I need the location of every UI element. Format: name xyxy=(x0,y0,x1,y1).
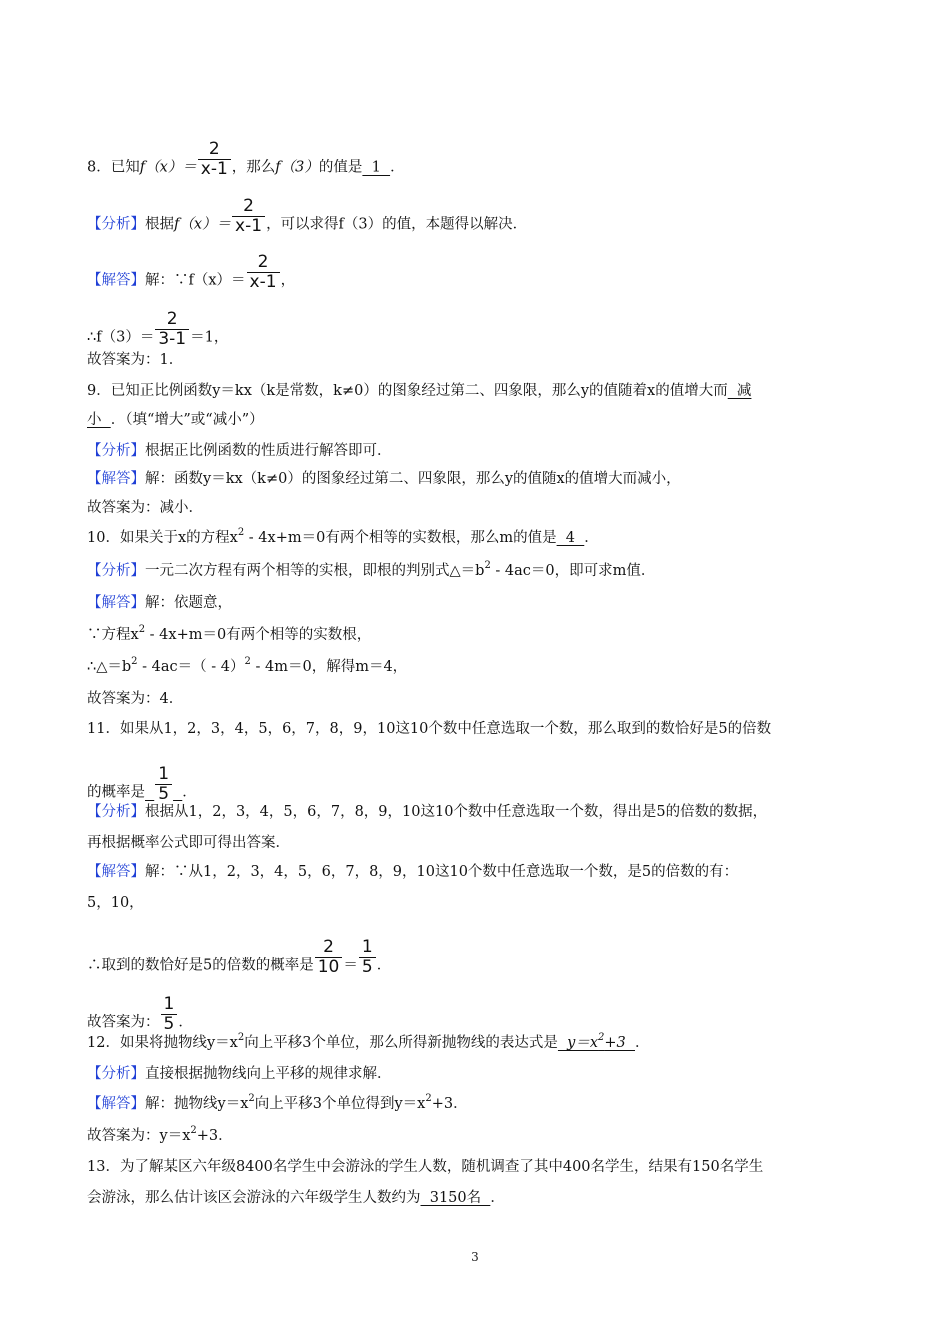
q10-text: ． xyxy=(584,530,599,546)
q10-answer-blank: 4 xyxy=(556,530,585,546)
q8-text: ，那么 xyxy=(231,159,276,176)
q11-final-text: ． xyxy=(178,1014,193,1031)
q8-step-fraction xyxy=(155,310,189,349)
q8-answer-blank: 1 xyxy=(362,159,391,176)
analysis-tag: 【分析】 xyxy=(87,804,145,820)
q9-solution-text: 解：函数y＝kx（k≠0）的图象经过第二、四象限，那么y的值随x的值增大而减小， xyxy=(145,471,681,487)
q8-f3: f（3） xyxy=(275,159,319,176)
analysis-tag: 【分析】 xyxy=(87,563,145,579)
fraction-numerator: 1 xyxy=(155,765,172,785)
q12-final-text: +3． xyxy=(196,1128,233,1144)
q8-fx: f（x）＝ xyxy=(139,159,197,176)
q13-text: ． xyxy=(490,1190,505,1206)
q13-question: 13．为了解某区六年级8400名学生中会游泳的学生人数，随机调查了其中400名学生，结果有150名学生 xyxy=(87,1159,764,1175)
q11-step-fraction-2 xyxy=(359,938,376,977)
q10-text: 10．如果关于x的方程x xyxy=(87,530,238,546)
q10-step2 xyxy=(87,657,407,677)
superscript: 2 xyxy=(248,1093,255,1104)
q12-final xyxy=(87,1126,233,1146)
q10-step1 xyxy=(87,625,371,645)
q8-fraction xyxy=(232,197,265,236)
q10-step-text: ∴△＝b xyxy=(87,659,132,675)
q11-solution xyxy=(87,862,738,882)
q8-solution xyxy=(87,252,296,300)
q9-final: 故答案为：减小． xyxy=(87,500,203,516)
q12-analysis xyxy=(87,1064,392,1084)
fraction-numerator: 2 xyxy=(232,197,265,217)
q11-solution-cont: 5，10， xyxy=(87,895,144,911)
q8-analysis-text: 根据 xyxy=(145,216,174,233)
q11-step-text: ∴取到的数恰好是5的倍数的概率是 xyxy=(87,957,314,974)
analysis-tag: 【分析】 xyxy=(87,216,145,233)
q11-final-fraction xyxy=(161,995,178,1034)
q10-analysis-text: 一元二次方程有两个相等的实根，即根的判别式△＝b xyxy=(145,563,485,579)
q11-answer-fraction xyxy=(155,765,172,804)
q10-analysis-text: - 4ac＝0，即可求m值． xyxy=(490,563,656,579)
q11-analysis xyxy=(87,802,767,822)
q8-fx: f（x）＝ xyxy=(174,216,232,233)
fraction-denominator: 3-1 xyxy=(158,329,187,349)
fraction-numerator: 2 xyxy=(155,310,189,330)
q12-solution-text: 向上平移3个单位得到y＝x xyxy=(254,1096,426,1112)
q8-analysis xyxy=(87,196,528,244)
q11-answer-blank xyxy=(145,785,154,801)
superscript: 2 xyxy=(190,1125,197,1136)
fraction-numerator: 1 xyxy=(359,938,376,958)
q8-text: ． xyxy=(390,159,405,176)
analysis-tag: 【分析】 xyxy=(87,1066,145,1082)
q9-question xyxy=(87,381,751,401)
fraction-numerator: 2 xyxy=(247,253,280,273)
fraction-denominator: x-1 xyxy=(200,159,228,179)
solution-tag: 【解答】 xyxy=(87,272,145,289)
q12-answer-text: +3 xyxy=(604,1035,635,1051)
analysis-tag: 【分析】 xyxy=(87,443,145,459)
superscript: 2 xyxy=(237,1032,245,1043)
q10-final: 故答案为：4． xyxy=(87,691,184,707)
q12-text: 12．如果将抛物线y＝x xyxy=(87,1035,238,1051)
q12-text: 向上平移3个单位，那么所得新抛物线的表达式是 xyxy=(244,1035,558,1051)
q11-text: 的概率是 xyxy=(87,784,145,801)
fraction-denominator: 5 xyxy=(158,784,170,804)
q11-text: ． xyxy=(182,784,197,801)
q9-answer-blank: 减 xyxy=(727,383,752,399)
q12-final-text: 故答案为：y＝x xyxy=(87,1128,191,1144)
q8-step-text: ＝1， xyxy=(190,329,229,346)
q10-text: - 4x+m＝0有两个相等的实数根，那么m的值是 xyxy=(244,530,557,546)
superscript: 2 xyxy=(237,527,245,538)
q9-text: 9．已知正比例函数y＝kx（k是常数，k≠0）的图象经过第二、四象限，那么y的值随着x的值增大而 xyxy=(87,383,728,399)
q13-text: 会游泳，那么估计该区会游泳的六年级学生人数约为 xyxy=(87,1190,421,1206)
q9-text: ．（填“增大”或“减小”） xyxy=(110,412,264,428)
q12-solution xyxy=(87,1094,468,1114)
fraction-numerator: 2 xyxy=(315,938,343,958)
superscript: 2 xyxy=(598,1032,605,1043)
q8-analysis-text: ，可以求得f（3）的值，本题得以解决． xyxy=(266,216,528,233)
q11-analysis-text: 根据从1，2，3，4，5，6，7，8，9，10这10个数中任意选取一个数，得出是5的倍数的数据， xyxy=(145,804,768,820)
q9-answer-blank: 小 xyxy=(87,412,111,428)
q12-answer-text: y＝x xyxy=(557,1035,599,1051)
fraction-denominator: 5 xyxy=(361,957,373,977)
q8-text: 8．已知 xyxy=(87,159,140,176)
q9-analysis xyxy=(87,441,392,461)
q10-question xyxy=(87,528,599,548)
q12-answer-blank xyxy=(557,1032,635,1051)
q11-answer-blank xyxy=(173,785,182,801)
fraction-denominator: x-1 xyxy=(249,272,277,292)
q10-solution-text: 解：依题意， xyxy=(145,595,232,611)
fraction-denominator: 10 xyxy=(317,957,340,977)
q12-solution-text: +3． xyxy=(431,1096,468,1112)
superscript: 2 xyxy=(484,560,491,571)
q13-answer-blank: 3150名 xyxy=(420,1190,491,1206)
superscript: 2 xyxy=(131,656,138,667)
solution-tag: 【解答】 xyxy=(87,864,145,880)
q11-step-text: ． xyxy=(376,957,392,974)
q13-question-cont xyxy=(87,1188,505,1208)
q8-fraction xyxy=(247,253,280,292)
superscript: 2 xyxy=(244,656,251,667)
q8-solution-text: ， xyxy=(280,272,296,289)
q8-step-text: ∴f（3）＝ xyxy=(87,329,155,346)
q11-final-text: 故答案为： xyxy=(87,1014,160,1031)
fraction-numerator: 1 xyxy=(161,995,178,1015)
solution-tag: 【解答】 xyxy=(87,595,145,611)
q8-text: 的值是 xyxy=(318,159,363,176)
q12-solution-text: 解：抛物线y＝x xyxy=(145,1096,249,1112)
q11-step-text: ＝ xyxy=(343,957,358,974)
q8-final: 故答案为：1． xyxy=(87,352,184,368)
q10-step-text: ∵方程x xyxy=(87,627,139,643)
q9-solution xyxy=(87,469,681,489)
q11-step xyxy=(87,937,392,985)
fraction-numerator: 2 xyxy=(198,140,231,160)
q11-solution-text: 解：∵从1，2，3，4，5，6，7，8，9，10这10个数中任意选取一个数，是5的倍数的有： xyxy=(145,864,739,880)
q12-question xyxy=(87,1033,650,1053)
q8-question xyxy=(87,139,405,187)
q10-step-text: - 4ac＝（ - 4） xyxy=(137,659,245,675)
page-number: 3 xyxy=(471,1250,479,1264)
fraction-denominator: 5 xyxy=(163,1014,175,1034)
solution-tag: 【解答】 xyxy=(87,471,145,487)
q10-step-text: - 4x+m＝0有两个相等的实数根， xyxy=(145,627,372,643)
superscript: 2 xyxy=(425,1093,432,1104)
q11-analysis-cont: 再根据概率公式即可得出答案． xyxy=(87,835,290,851)
q12-text: ． xyxy=(635,1035,650,1051)
q8-solution-text: 解：∵f（x）＝ xyxy=(145,272,246,289)
q9-question-cont xyxy=(87,410,264,430)
superscript: 2 xyxy=(138,624,146,635)
q10-solution xyxy=(87,593,232,613)
fraction-denominator: x-1 xyxy=(235,216,263,236)
solution-tag: 【解答】 xyxy=(87,1096,145,1112)
q8-fraction xyxy=(198,140,231,179)
q12-analysis-text: 直接根据抛物线向上平移的规律求解． xyxy=(145,1066,392,1082)
q9-analysis-text: 根据正比例函数的性质进行解答即可． xyxy=(145,443,392,459)
q11-question: 11．如果从1，2，3，4，5，6，7，8，9，10这10个数中任意选取一个数，那么取到的数恰好是5的倍数 xyxy=(87,721,772,737)
q10-analysis xyxy=(87,561,655,581)
q10-step-text: - 4m＝0，解得m＝4， xyxy=(250,659,408,675)
q11-step-fraction-1 xyxy=(315,938,343,977)
